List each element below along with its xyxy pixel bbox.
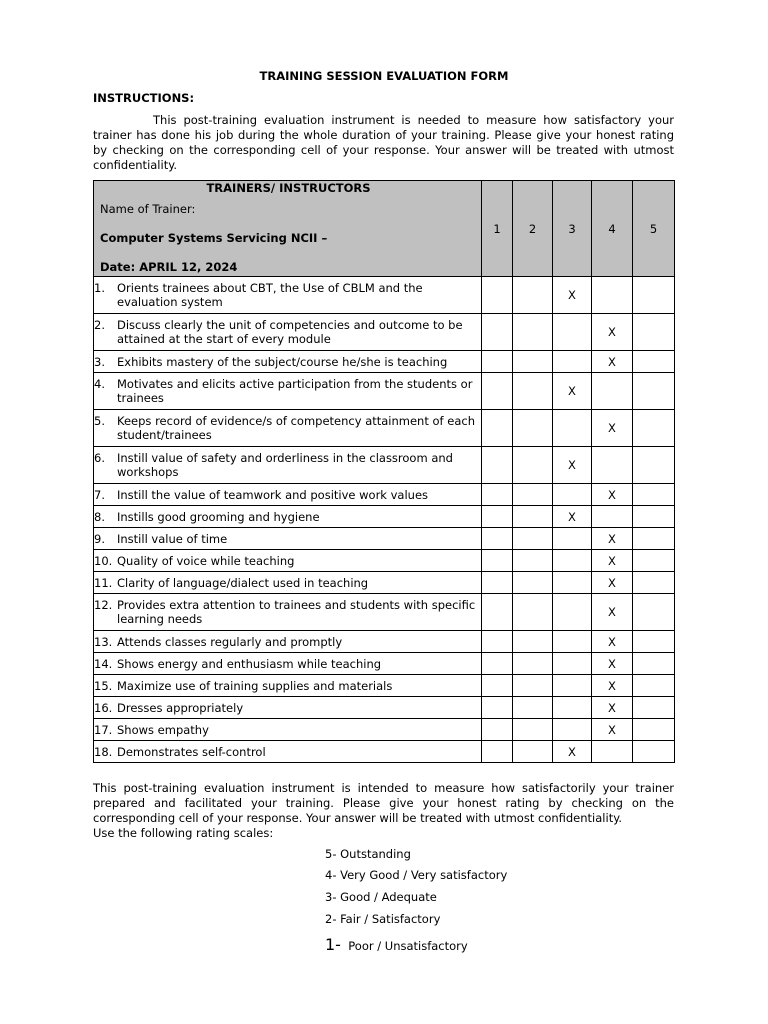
table-row <box>94 550 675 572</box>
rating-cell-5[interactable] <box>633 506 675 528</box>
rating-cell-3[interactable] <box>553 550 592 572</box>
criterion-text: Discuss clearly the unit of competencies and outcome to be attained at the start of every module <box>117 318 463 346</box>
criterion-text: Dresses appropriately <box>117 700 244 715</box>
rating-cell-4[interactable]: X <box>592 484 633 506</box>
rating-cell-1[interactable] <box>482 351 513 373</box>
rating-cell-3[interactable] <box>553 528 592 550</box>
table-row <box>94 528 675 550</box>
rating-cell-5[interactable] <box>633 447 675 484</box>
criterion-cell <box>94 631 482 653</box>
table-row <box>94 741 675 763</box>
criterion-text: Clarity of language/dialect used in teaching <box>117 575 369 590</box>
table-row <box>94 697 675 719</box>
rating-cell-2[interactable] <box>513 719 553 741</box>
criterion-text: Instill value of safety and orderliness in the classroom and workshops <box>117 451 453 479</box>
trainer-name-label: Name of Trainer: <box>100 202 196 216</box>
rating-cell-1[interactable] <box>482 314 513 351</box>
rating-cell-2[interactable] <box>513 550 553 572</box>
rating-cell-1[interactable] <box>482 653 513 675</box>
criterion-text: Instill the value of teamwork and positive work values <box>117 487 429 502</box>
criterion-number: 16. <box>94 700 113 715</box>
rating-cell-1[interactable] <box>482 631 513 653</box>
rating-cell-5[interactable] <box>633 373 675 410</box>
criterion-cell <box>94 277 482 314</box>
form-title: TRAINING SESSION EVALUATION FORM <box>259 69 509 83</box>
rating-cell-5[interactable] <box>633 277 675 314</box>
rating-cell-3[interactable] <box>553 410 592 447</box>
criterion-number: 13. <box>94 634 113 649</box>
rating-cell-2[interactable] <box>513 741 553 763</box>
table-row <box>94 277 675 314</box>
criterion-cell <box>94 675 482 697</box>
rating-cell-2[interactable] <box>513 697 553 719</box>
criterion-cell <box>94 351 482 373</box>
scale-2: 2- Fair / Satisfactory <box>325 912 441 926</box>
table-row <box>94 484 675 506</box>
scale-1-number: 1- <box>325 935 341 954</box>
rating-cell-5[interactable] <box>633 410 675 447</box>
criterion-text: Keeps record of evidence/s of competency attainment of each student/trainees <box>117 414 475 442</box>
rating-cell-5[interactable] <box>633 484 675 506</box>
rating-column-5: 5 <box>633 181 675 277</box>
rating-column-2: 2 <box>513 181 553 277</box>
criterion-number: 11. <box>94 575 113 590</box>
criterion-text: Provides extra attention to trainees and students with specific learning needs <box>117 598 476 626</box>
criterion-text: Shows energy and enthusiasm while teaching <box>117 656 382 671</box>
rating-cell-4[interactable]: X <box>592 697 633 719</box>
rating-cell-2[interactable] <box>513 373 553 410</box>
rating-cell-1[interactable] <box>482 719 513 741</box>
rating-cell-3[interactable] <box>553 572 592 594</box>
criterion-number: 1. <box>94 281 105 295</box>
rating-cell-4[interactable]: X <box>592 631 633 653</box>
criterion-cell <box>94 410 482 447</box>
criterion-text: Maximize use of training supplies and materials <box>117 678 393 693</box>
table-row <box>94 506 675 528</box>
rating-cell-3[interactable] <box>553 484 592 506</box>
rating-cell-4[interactable]: X <box>592 719 633 741</box>
rating-cell-1[interactable] <box>482 572 513 594</box>
rating-cell-1[interactable] <box>482 447 513 484</box>
scale-3: 3- Good / Adequate <box>325 890 437 904</box>
rating-cell-5[interactable] <box>633 314 675 351</box>
rating-cell-4[interactable] <box>592 741 633 763</box>
scale-1-label: Poor / Unsatisfactory <box>348 939 468 953</box>
criterion-text: Motivates and elicits active participation from the students or trainees <box>117 377 473 405</box>
criterion-number: 7. <box>94 487 105 502</box>
criterion-number: 14. <box>94 656 113 671</box>
scale-1 <box>325 935 468 954</box>
table-row <box>94 653 675 675</box>
rating-cell-1[interactable] <box>482 506 513 528</box>
rating-cell-3[interactable]: X <box>553 506 592 528</box>
footer-paragraph <box>93 781 674 841</box>
rating-cell-4[interactable]: X <box>592 528 633 550</box>
rating-cell-5[interactable] <box>633 572 675 594</box>
rating-cell-2[interactable] <box>513 572 553 594</box>
criterion-cell <box>94 447 482 484</box>
rating-cell-1[interactable] <box>482 528 513 550</box>
rating-cell-4[interactable] <box>592 277 633 314</box>
criterion-text: Instill value of time <box>117 531 228 546</box>
rating-cell-5[interactable] <box>633 528 675 550</box>
criterion-number: 3. <box>94 354 105 369</box>
rating-cell-5[interactable] <box>633 550 675 572</box>
criterion-cell <box>94 528 482 550</box>
rating-cell-4[interactable]: X <box>592 594 633 631</box>
rating-column-1: 1 <box>482 181 513 277</box>
criterion-cell <box>94 484 482 506</box>
rating-cell-1[interactable] <box>482 484 513 506</box>
criterion-text: Attends classes regularly and promptly <box>117 634 343 649</box>
criterion-number: 15. <box>94 678 113 693</box>
rating-cell-3[interactable] <box>553 675 592 697</box>
rating-cell-2[interactable] <box>513 277 553 314</box>
criterion-cell <box>94 550 482 572</box>
rating-cell-4[interactable]: X <box>592 410 633 447</box>
rating-cell-4[interactable]: X <box>592 653 633 675</box>
criterion-number: 6. <box>94 451 105 465</box>
rating-cell-3[interactable]: X <box>553 373 592 410</box>
rating-cell-3[interactable]: X <box>553 447 592 484</box>
rating-cell-4[interactable] <box>592 373 633 410</box>
rating-cell-3[interactable] <box>553 594 592 631</box>
rating-cell-5[interactable] <box>633 351 675 373</box>
rating-cell-3[interactable] <box>553 653 592 675</box>
footer-text: This post-training evaluation instrument is intended to measure how satisfactorily your trainer prepared and facilitated your training. Please give your honest rating by checking on the corresponding cell of your response. Your answer will be treated with utmost confidentiality. <box>93 781 674 825</box>
criterion-number: 4. <box>94 377 105 391</box>
rating-cell-2[interactable] <box>513 594 553 631</box>
rating-cell-2[interactable] <box>513 314 553 351</box>
rating-cell-3[interactable] <box>553 697 592 719</box>
criterion-cell <box>94 741 482 763</box>
scale-4: 4- Very Good / Very satisfactory <box>325 868 508 882</box>
evaluation-table <box>93 180 675 763</box>
rating-cell-3[interactable]: X <box>553 741 592 763</box>
rating-cell-5[interactable] <box>633 653 675 675</box>
rating-cell-2[interactable] <box>513 410 553 447</box>
table-row <box>94 447 675 484</box>
criterion-number: 9. <box>94 531 105 546</box>
trainers-heading: TRAINERS/ INSTRUCTORS <box>206 181 371 195</box>
criterion-cell <box>94 572 482 594</box>
instructions-label: INSTRUCTIONS: <box>93 91 195 105</box>
criterion-text: Exhibits mastery of the subject/course he/she is teaching <box>117 354 448 369</box>
rating-cell-2[interactable] <box>513 484 553 506</box>
rating-cell-2[interactable] <box>513 506 553 528</box>
rating-cell-4[interactable]: X <box>592 675 633 697</box>
criterion-cell <box>94 697 482 719</box>
criterion-cell <box>94 314 482 351</box>
rating-cell-1[interactable] <box>482 741 513 763</box>
trainer-header-cell <box>94 181 482 277</box>
rating-cell-1[interactable] <box>482 697 513 719</box>
rating-cell-2[interactable] <box>513 447 553 484</box>
criterion-number: 18. <box>94 744 113 759</box>
criterion-number: 8. <box>94 509 105 524</box>
rating-cell-3[interactable] <box>553 631 592 653</box>
rating-cell-3[interactable] <box>553 314 592 351</box>
rating-cell-1[interactable] <box>482 373 513 410</box>
rating-cell-5[interactable] <box>633 741 675 763</box>
table-row <box>94 572 675 594</box>
rating-cell-2[interactable] <box>513 675 553 697</box>
table-row <box>94 314 675 351</box>
rating-cell-1[interactable] <box>482 277 513 314</box>
rating-cell-4[interactable]: X <box>592 572 633 594</box>
rating-cell-2[interactable] <box>513 528 553 550</box>
criterion-number: 12. <box>94 598 113 612</box>
course-name: Computer Systems Servicing NCII – <box>100 231 328 245</box>
criterion-cell <box>94 719 482 741</box>
table-row <box>94 719 675 741</box>
evaluation-date: Date: APRIL 12, 2024 <box>100 260 238 274</box>
intro-paragraph: This post-training evaluation instrument is needed to measure how satisfactory your trainer has done his job during the whole duration of your training. Please give your honest rating by checking on the corresponding cell of your response. Your answer will be treated with utmost confidentiality. <box>93 113 674 172</box>
rating-cell-5[interactable] <box>633 631 675 653</box>
rating-cell-1[interactable] <box>482 675 513 697</box>
rating-cell-2[interactable] <box>513 631 553 653</box>
rating-cell-1[interactable] <box>482 594 513 631</box>
rating-cell-4[interactable] <box>592 447 633 484</box>
rating-cell-1[interactable] <box>482 550 513 572</box>
table-row <box>94 631 675 653</box>
rating-cell-4[interactable]: X <box>592 351 633 373</box>
criterion-number: 10. <box>94 553 113 568</box>
criterion-text: Orients trainees about CBT, the Use of CBLM and the evaluation system <box>117 281 423 309</box>
criterion-text: Instills good grooming and hygiene <box>117 509 320 524</box>
rating-cell-1[interactable] <box>482 410 513 447</box>
table-row <box>94 675 675 697</box>
rating-cell-5[interactable] <box>633 594 675 631</box>
criterion-number: 17. <box>94 722 113 737</box>
criterion-number: 2. <box>94 318 105 332</box>
criterion-cell <box>94 506 482 528</box>
table-row <box>94 373 675 410</box>
criterion-cell <box>94 653 482 675</box>
rating-cell-3[interactable] <box>553 719 592 741</box>
rating-cell-5[interactable] <box>633 719 675 741</box>
scale-5: 5- Outstanding <box>325 847 411 861</box>
rating-cell-4[interactable] <box>592 506 633 528</box>
rating-cell-2[interactable] <box>513 351 553 373</box>
table-row <box>94 351 675 373</box>
rating-cell-4[interactable]: X <box>592 550 633 572</box>
criterion-number: 5. <box>94 414 105 428</box>
criterion-cell <box>94 373 482 410</box>
criterion-cell <box>94 594 482 631</box>
rating-cell-3[interactable]: X <box>553 277 592 314</box>
rating-cell-2[interactable] <box>513 653 553 675</box>
rating-column-3: 3 <box>553 181 592 277</box>
rating-column-4: 4 <box>592 181 633 277</box>
criterion-text: Demonstrates self-control <box>117 744 266 759</box>
table-row <box>94 410 675 447</box>
rating-cell-5[interactable] <box>633 675 675 697</box>
criterion-text: Quality of voice while teaching <box>117 553 295 568</box>
rating-cell-5[interactable] <box>633 697 675 719</box>
criterion-text: Shows empathy <box>117 722 209 737</box>
table-row <box>94 594 675 631</box>
rating-cell-3[interactable] <box>553 351 592 373</box>
rating-cell-4[interactable]: X <box>592 314 633 351</box>
rating-scale-intro: Use the following rating scales: <box>93 826 274 840</box>
